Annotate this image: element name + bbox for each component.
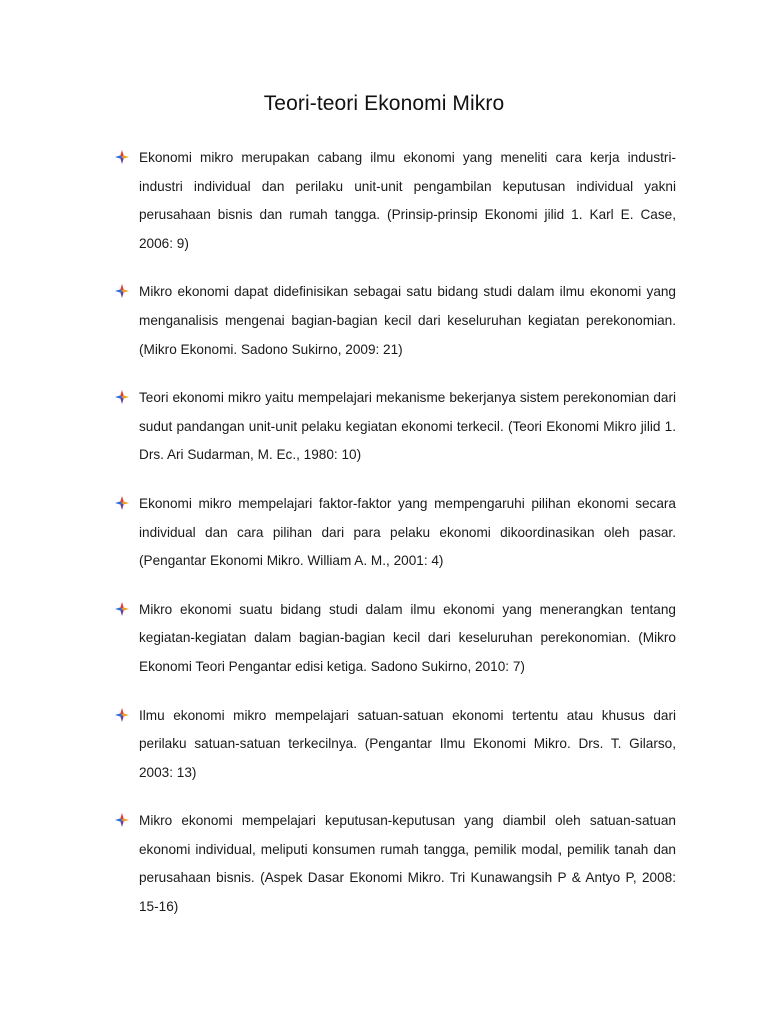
list-item — [112, 596, 676, 682]
four-point-star-bullet-icon — [115, 390, 129, 404]
page-title: Teori-teori Ekonomi Mikro — [263, 92, 505, 115]
four-point-star-bullet-icon — [115, 813, 129, 827]
four-point-star-bullet-icon — [115, 602, 129, 616]
four-point-star-bullet-icon — [115, 708, 129, 722]
list-item — [112, 384, 676, 470]
list-item-text: Mikro ekonomi suatu bidang studi dalam ilmu ekonomi yang menerangkan tentang kegiatan-kegiatan dalam bagian-bagian kecil dari keseluruhan perekonomian. (Mikro Ekonomi Teori Pengantar edisi ketiga. Sadono Sukirno, 2010: 7) — [139, 601, 676, 674]
four-point-star-bullet-icon — [115, 284, 129, 298]
list-item — [112, 278, 676, 364]
list-item-text: Teori ekonomi mikro yaitu mempelajari mekanisme bekerjanya sistem perekonomian dari sudut pandangan unit-unit pelaku kegiatan ekonomi terkecil. (Teori Ekonomi Mikro jilid 1. Drs. Ari Sudarman, M. Ec., 1980: 10) — [139, 390, 676, 463]
four-point-star-bullet-icon — [115, 496, 129, 510]
four-point-star-bullet-icon — [115, 150, 129, 164]
list-item — [112, 490, 676, 576]
list-item-text: Mikro ekonomi mempelajari keputusan-keputusan yang diambil oleh satuan-satuan ekonomi individual, meliputi konsumen rumah tangga, pemilik modal, pemilik tanah dan perusahaan bisnis. (Aspek Dasar Ekonomi Mikro. Tri Kunawangsih P & Antyo P, 2008: 15-16) — [139, 813, 676, 915]
list-item-text: Mikro ekonomi dapat didefinisikan sebagai satu bidang studi dalam ilmu ekonomi yang menganalisis mengenai bagian-bagian kecil dari keseluruhan kegiatan perekonomian. (Mikro Ekonomi. Sadono Sukirno, 2009: 21) — [139, 284, 676, 357]
list-item-text: Ekonomi mikro mempelajari faktor-faktor yang mempengaruhi pilihan ekonomi secara individual dan cara pilihan dari para pelaku ekonomi dikoordinasikan oleh pasar. (Pengantar Ekonomi Mikro. William A. M., 2001: 4) — [139, 495, 676, 569]
definition-list — [112, 144, 676, 942]
list-item — [112, 702, 676, 788]
list-item — [112, 807, 676, 921]
list-item-text: Ilmu ekonomi mikro mempelajari satuan-satuan ekonomi tertentu atau khusus dari perilaku satuan-satuan terkecilnya. (Pengantar Ilmu Ekonomi Mikro. Drs. T. Gilarso, 2003: 13) — [139, 707, 676, 780]
list-item — [112, 144, 676, 258]
list-item-text: Ekonomi mikro merupakan cabang ilmu ekonomi yang meneliti cara kerja industri-industri individual dan perilaku unit-unit pengambilan keputusan individual yakni perusahaan bisnis dan rumah tangga. (Prinsip-prinsip Ekonomi jilid 1. Karl E. Case, 2006: 9) — [139, 150, 676, 251]
